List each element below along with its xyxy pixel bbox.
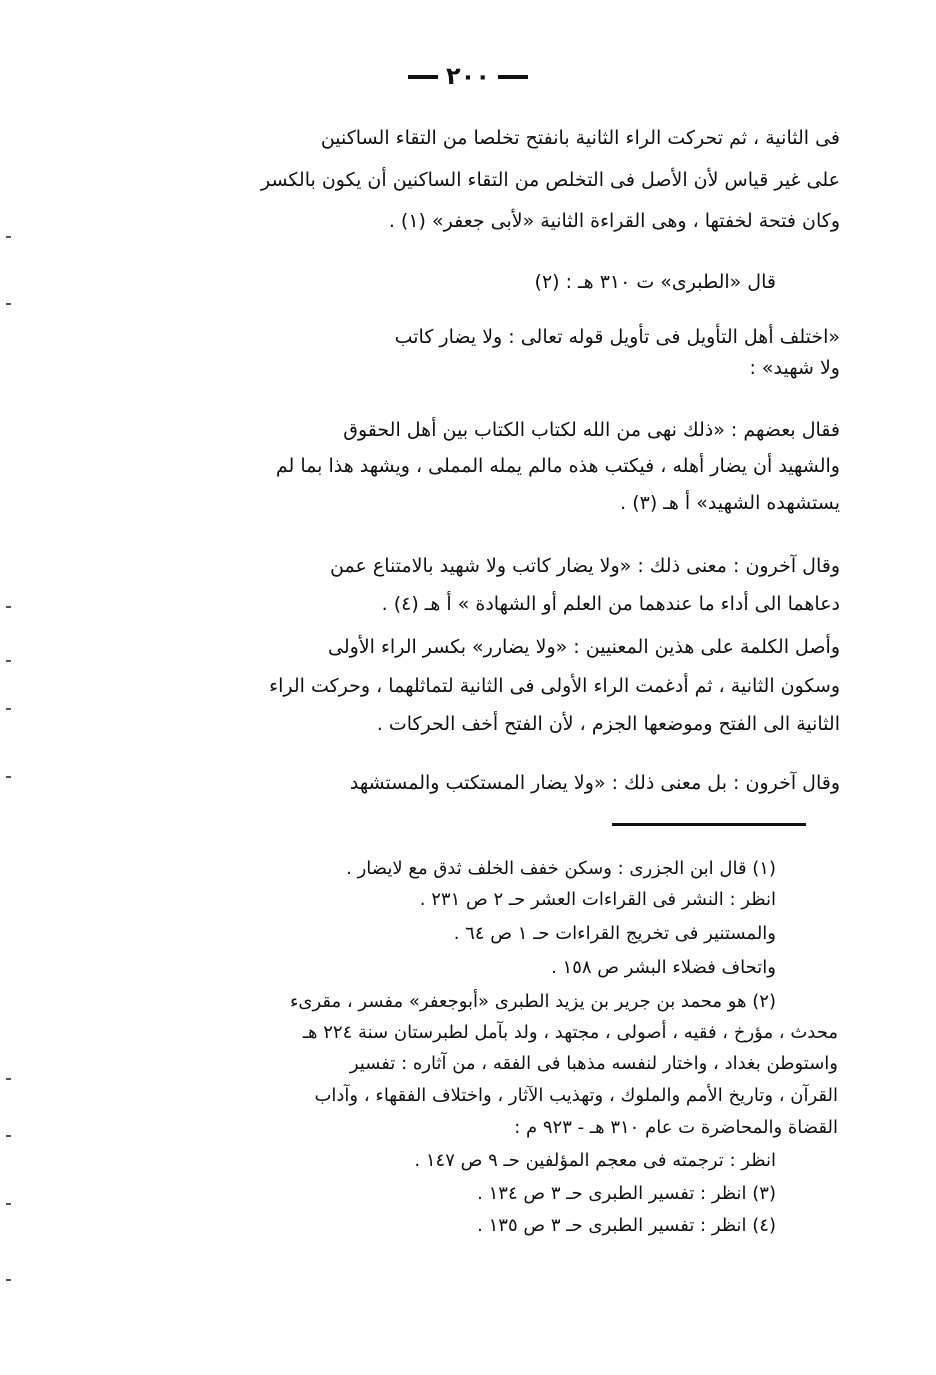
footnote-line: والمستنير فى تخريج القراءات حـ ١ ص ٦٤ . [453,923,776,944]
body-line: يستشهده الشهيد» أ هـ (٣) . [620,492,840,514]
footnote-separator [612,823,806,826]
header-dash-right [498,75,528,79]
body-line: وكان فتحة لخفتها ، وهى القراءة الثانية «لأبى جعفر» (١) . [388,210,840,232]
body-line: فقال بعضهم : «ذلك نهى من الله لكتاب الكتاب بين أهل الحقوق [343,419,840,441]
scan-mark [6,303,11,305]
body-line: الثانية الى الفتح وموضعها الجزم ، لأن الفتح أخف الحركات . [376,713,840,735]
footnote-line: القضاة والمحاضرة ت عام ٣١٠ هـ - ٩٢٣ م : [514,1117,838,1138]
scan-mark [6,660,11,662]
page-number: ٢٠٠ [446,62,490,90]
footnote-line: (٤) انظر : تفسير الطبرى حـ ٣ ص ١٣٥ . [477,1215,776,1236]
body-line: وأصل الكلمة على هذين المعنيين : «ولا يضارر» بكسر الراء الأولى [328,636,840,658]
footnote-line: انظر : ترجمته فى معجم المؤلفين حـ ٩ ص ١٤٧ . [414,1150,776,1171]
scan-mark [6,1135,11,1137]
body-line: دعاهما الى أداء ما عندهما من العلم أو الشهادة » أ هـ (٤) . [381,593,840,615]
body-line: فى الثانية ، ثم تحركت الراء الثانية بانفتح تخلصا من التقاء الساكنين [320,127,840,149]
footnote-line: واتحاف فضلاء البشر ص ١٥٨ . [551,957,776,978]
footnote-line: القرآن ، وتاريخ الأمم والملوك ، وتهذيب الآثار ، واختلاف الفقهاء ، وآداب [314,1085,838,1106]
footnote-line: (٢) هو محمد بن جرير بن يزيد الطبرى «أبوجعفر» مفسر ، مقرىء [289,991,776,1012]
scan-mark [6,1279,11,1281]
body-line: وقال آخرون : معنى ذلك : «ولا يضار كاتب ولا شهيد بالامتناع عمن [330,555,840,577]
scan-mark [6,236,11,238]
body-line: وقال آخرون : بل معنى ذلك : «ولا يضار المستكتب والمستشهد [349,772,840,794]
page-number-header [0,62,936,90]
scan-mark [6,1203,11,1205]
scan-mark [6,1078,11,1080]
body-line: «اختلف أهل التأويل فى تأويل قوله تعالى : ولا يضار كاتب [394,326,840,348]
footnote-line: (١) قال ابن الجزرى : وسكن خفف الخلف ثدق مع لايضار . [346,858,776,879]
footnote-line: محدث ، مؤرخ ، فقيه ، أصولى ، مجتهد ، ولد بآمل لطبرستان سنة ٢٢٤ هـ [302,1022,838,1043]
footnote-line: واستوطن بغداد ، واختار لنفسه مذهبا فى الفقه ، من آثاره : تفسير [349,1053,838,1074]
header-dash-left [408,75,438,79]
body-line: على غير قياس لأن الأصل فى التخلص من التقاء الساكنين أن يكون بالكسر [261,169,840,191]
scan-mark [6,606,11,608]
scan-mark [6,708,11,710]
body-line: والشهيد أن يضار أهله ، فيكتب هذه مالم يمله المملى ، ويشهد هذا بما لم [275,455,840,477]
body-line: وسكون الثانية ، ثم أدغمت الراء الأولى فى الثانية لتماثلهما ، وحركت الراء [269,675,840,697]
footnote-line: انظر : النشر فى القراءات العشر حـ ٢ ص ٢٣١ . [419,889,776,910]
body-line: قال «الطبرى» ت ٣١٠ هـ : (٢) [534,271,776,293]
footnote-line: (٣) انظر : تفسير الطبرى حـ ٣ ص ١٣٤ . [477,1183,776,1204]
scan-mark [6,776,11,778]
body-line: ولا شهيد» : [749,357,840,379]
